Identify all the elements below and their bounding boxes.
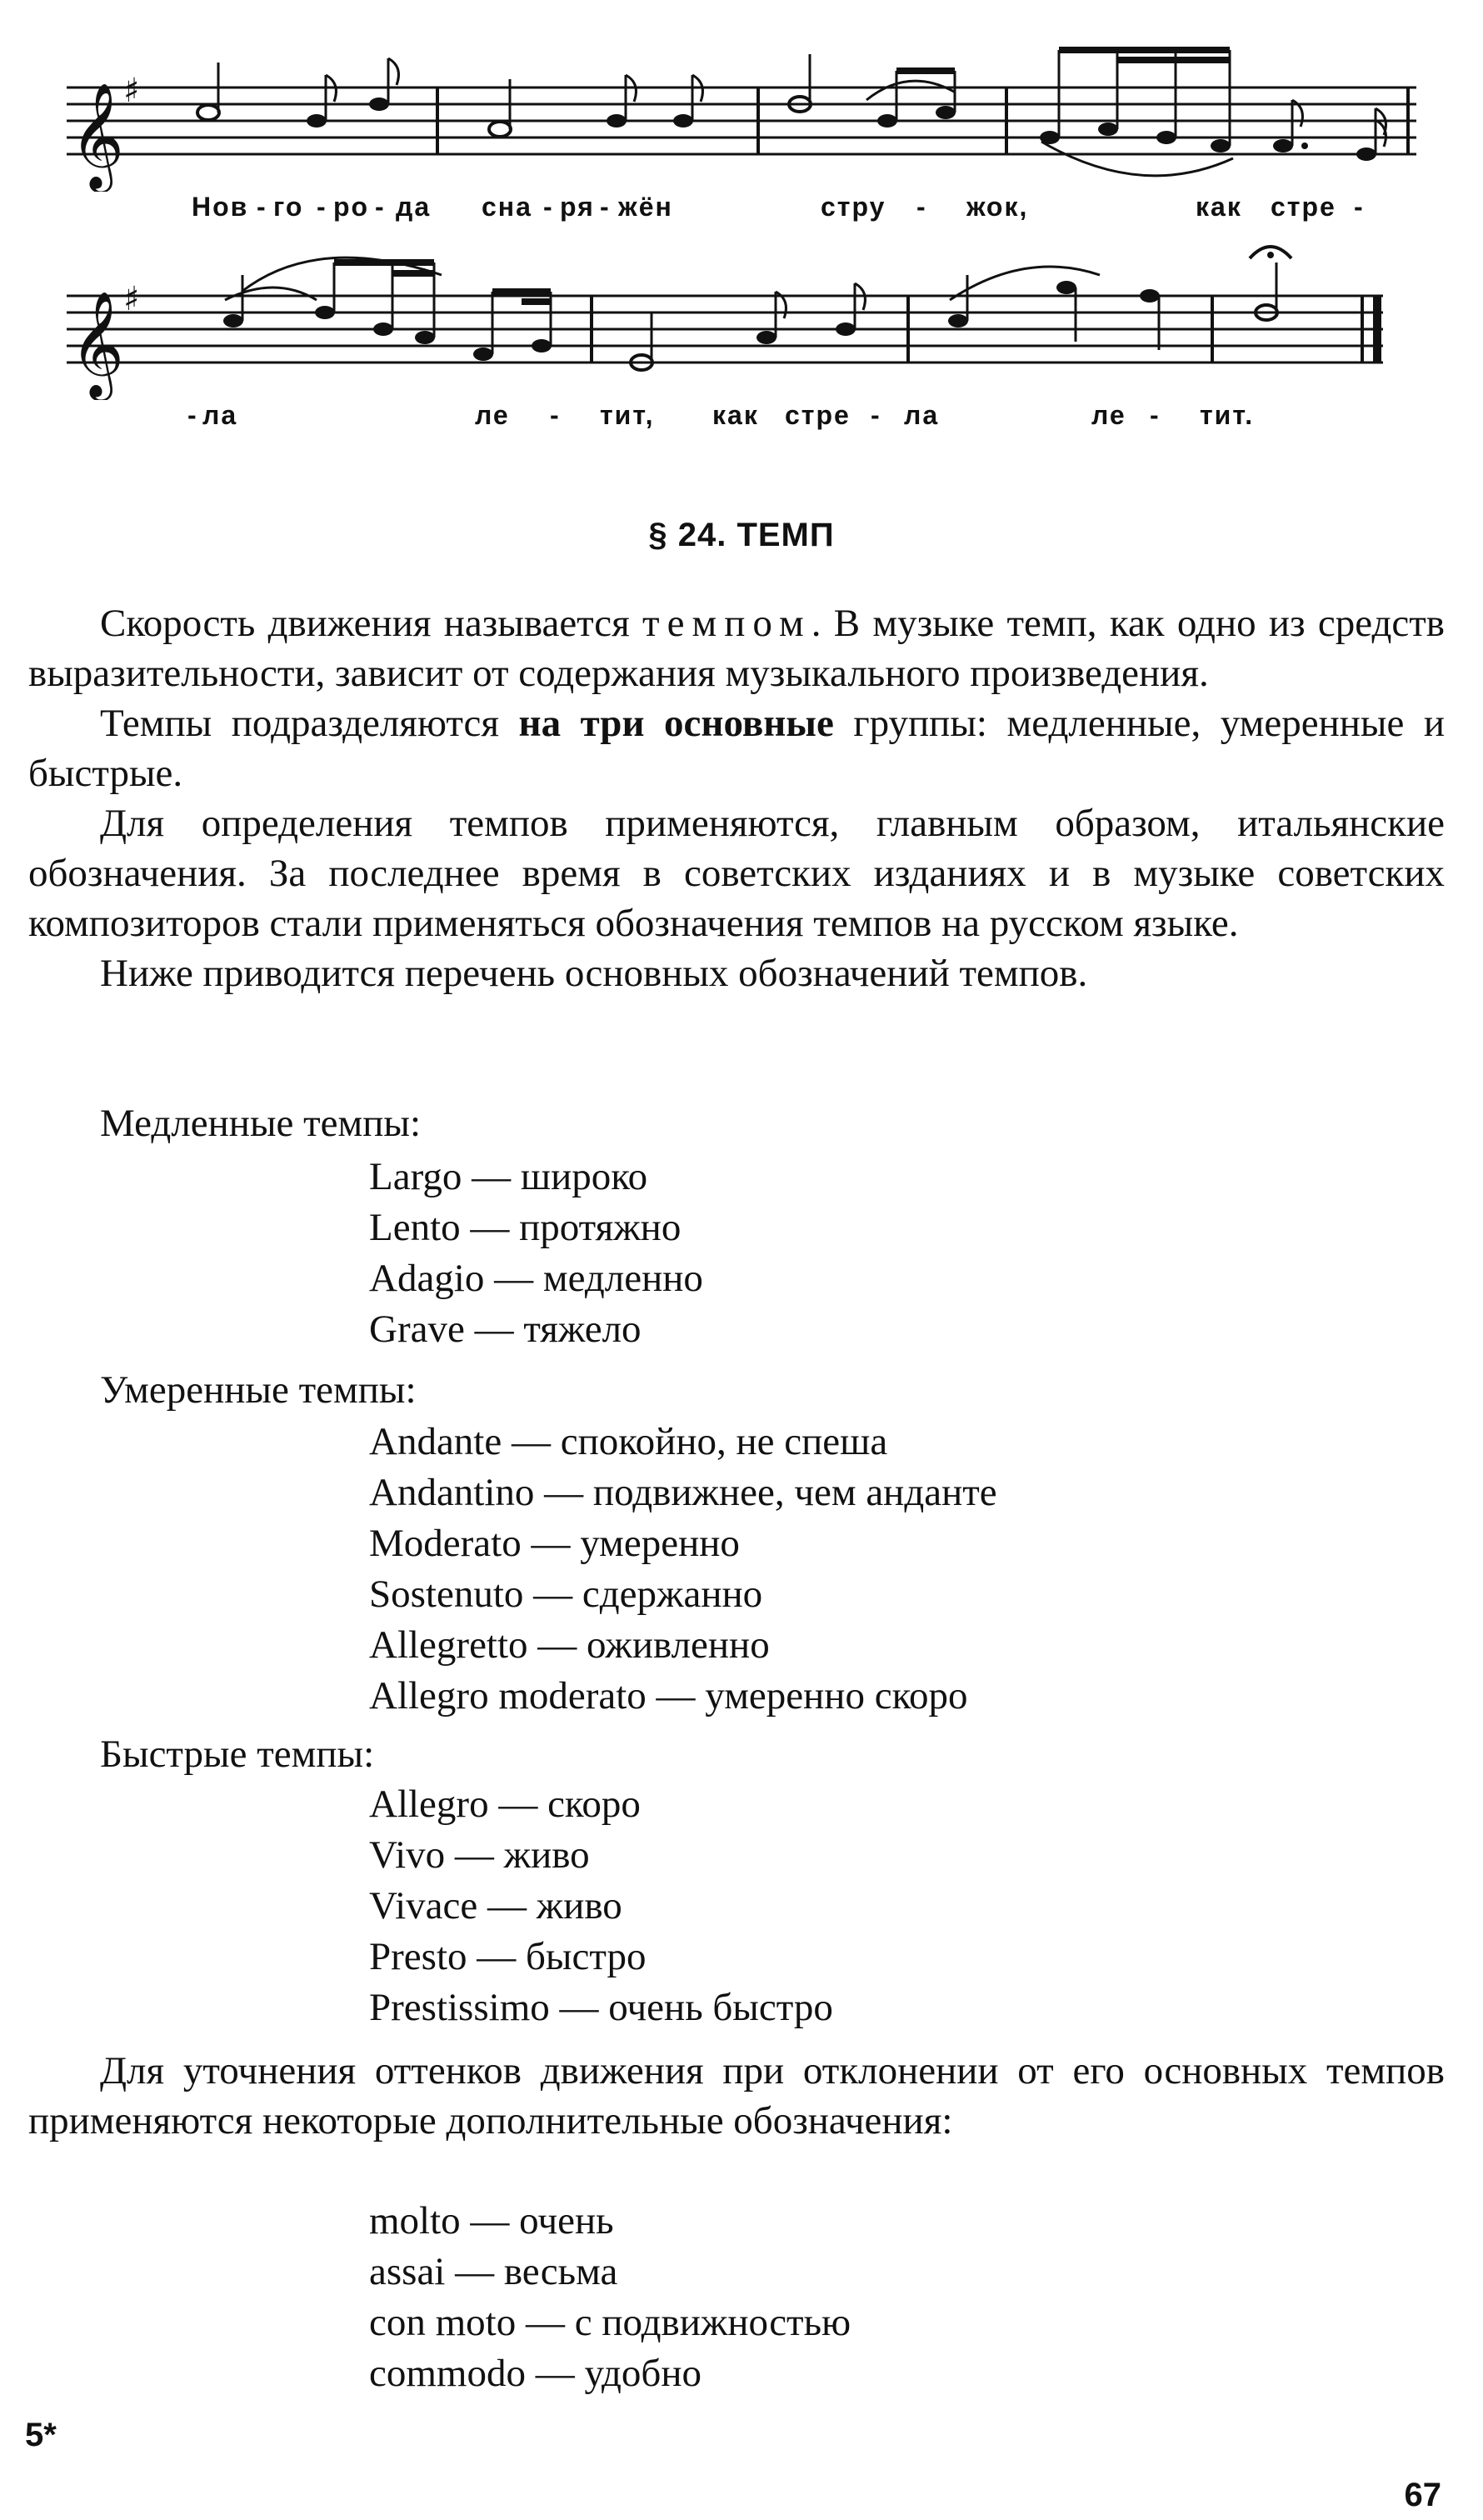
lyric-syllable: - <box>916 192 927 222</box>
term-tempo: темпом <box>642 602 811 645</box>
lyric-syllable: ле <box>1091 400 1126 430</box>
sharp-icon: ♯ <box>123 280 140 318</box>
lyric-syllable: ла <box>202 400 238 430</box>
lyric-syllable: да <box>396 192 432 222</box>
lyric-syllable: тит, <box>600 400 655 430</box>
section-heading: § 24. ТЕМП <box>648 517 835 553</box>
lyric-syllable: - <box>1150 400 1161 430</box>
lyric-syllable: тит. <box>1200 400 1255 430</box>
lyric-syllable: как <box>712 400 759 430</box>
lyric-syllable: ро <box>333 192 370 222</box>
tempo-term: Andantino — подвижнее, чем анданте <box>369 1471 997 1514</box>
text-run: Темпы подразделяются <box>100 702 519 745</box>
lyric-syllable: жён <box>618 192 673 222</box>
tempo-term: Grave — тяжело <box>369 1308 642 1351</box>
lyric-syllable: го <box>273 192 304 222</box>
paragraph-list-intro: Ниже приводится перечень основных обозначений темпов. <box>100 952 1088 995</box>
tempo-term: Prestissimo — очень быстро <box>369 1986 833 2029</box>
tempo-term: Vivo — живо <box>369 1833 590 1877</box>
tempo-term: Andante — спокойно, не спеша <box>369 1420 888 1463</box>
lyric-syllable: - <box>550 400 561 430</box>
tempo-term: Allegretto — оживленно <box>369 1623 770 1667</box>
tempo-term: Vivace — живо <box>369 1884 622 1928</box>
paragraph-additional: Для уточнения оттенков движения при отклонении от его основных темпов применяются некоторые дополнительные обозначения: <box>28 2049 1445 2142</box>
tempo-term: Largo — широко <box>369 1155 648 1198</box>
tempo-term: Lento — протяжно <box>369 1206 682 1249</box>
lyric-syllable: - <box>543 192 554 222</box>
moderate-tempi-label: Умеренные темпы: <box>100 1368 417 1412</box>
staff-2-notation <box>67 242 1416 400</box>
lyric-syllable: стре <box>1271 192 1336 222</box>
tempo-term: Moderato — умеренно <box>369 1522 740 1565</box>
lyric-syllable: - <box>375 192 386 222</box>
slow-tempi-list <box>369 1152 703 1355</box>
paragraph-italian: Для определения темпов применяются, главным образом, итальянские обозначения. За последнее время в советских изданиях и в музыке советских композиторов стали применяться обозначения темпов на русском языке. <box>28 802 1445 945</box>
text-run: Скорость движения называется <box>100 602 643 645</box>
lyric-syllable: стру <box>821 192 886 222</box>
lyric-syllable: ле <box>475 400 510 430</box>
tempo-term: Presto — быстро <box>369 1935 647 1978</box>
paragraph-groups <box>28 698 1445 798</box>
lyric-syllable: Нов <box>192 192 249 222</box>
tempo-term: Allegro moderato — умеренно скоро <box>369 1674 968 1718</box>
lyric-syllable: - <box>871 400 881 430</box>
page-number: 67 <box>1404 2477 1441 2513</box>
lyric-syllable: - <box>600 192 611 222</box>
fast-tempi-label: Быстрые темпы: <box>100 1732 375 1776</box>
music-staff-2 <box>67 242 1416 442</box>
treble-clef-icon: 𝄞 <box>70 290 125 397</box>
sharp-icon: ♯ <box>123 72 140 110</box>
lyric-syllable: жок, <box>966 192 1029 222</box>
additional-term: con moto — с подвижностью <box>369 2301 851 2344</box>
additional-terms-list <box>369 2196 851 2399</box>
emphasis-three-groups: на три основные <box>518 702 834 745</box>
staff-1-notation <box>67 33 1416 192</box>
lyric-syllable: - <box>257 192 267 222</box>
text-run: группы: медленные, умеренные и быстрые. <box>28 702 1445 795</box>
treble-clef-icon: 𝄞 <box>70 82 125 188</box>
tempo-term: Allegro — скоро <box>369 1782 641 1826</box>
lyric-syllable: стре <box>785 400 851 430</box>
lyrics-line-2 <box>67 400 1416 442</box>
music-staff-1 <box>67 33 1416 233</box>
paragraph-definition <box>28 598 1445 698</box>
fast-tempi-list <box>369 1779 833 2033</box>
signature-mark: 5* <box>25 2417 57 2453</box>
additional-term: assai — весьма <box>369 2250 618 2293</box>
additional-text <box>28 2046 1445 2146</box>
lyric-syllable: - <box>187 400 198 430</box>
additional-term: molto — очень <box>369 2199 614 2242</box>
moderate-tempi-list <box>369 1417 997 1722</box>
lyric-syllable: ла <box>904 400 940 430</box>
intro-text <box>28 598 1445 998</box>
tempo-term: Adagio — медленно <box>369 1257 703 1300</box>
slow-tempi-label: Медленные темпы: <box>100 1102 422 1145</box>
tempo-term: Sostenuto — сдержанно <box>369 1572 763 1616</box>
lyric-syllable: ря <box>560 192 595 222</box>
lyric-syllable: - <box>317 192 327 222</box>
text-run: . В музыке темп, как одно из средств выразительности, зависит от содержания музыкального произведения. <box>28 602 1445 695</box>
lyric-syllable: сна <box>482 192 532 222</box>
lyrics-line-1 <box>67 192 1416 233</box>
fermata-icon <box>1267 252 1274 258</box>
lyric-syllable: - <box>1354 192 1365 222</box>
additional-term: commodo — удобно <box>369 2352 702 2395</box>
lyric-syllable: как <box>1196 192 1242 222</box>
